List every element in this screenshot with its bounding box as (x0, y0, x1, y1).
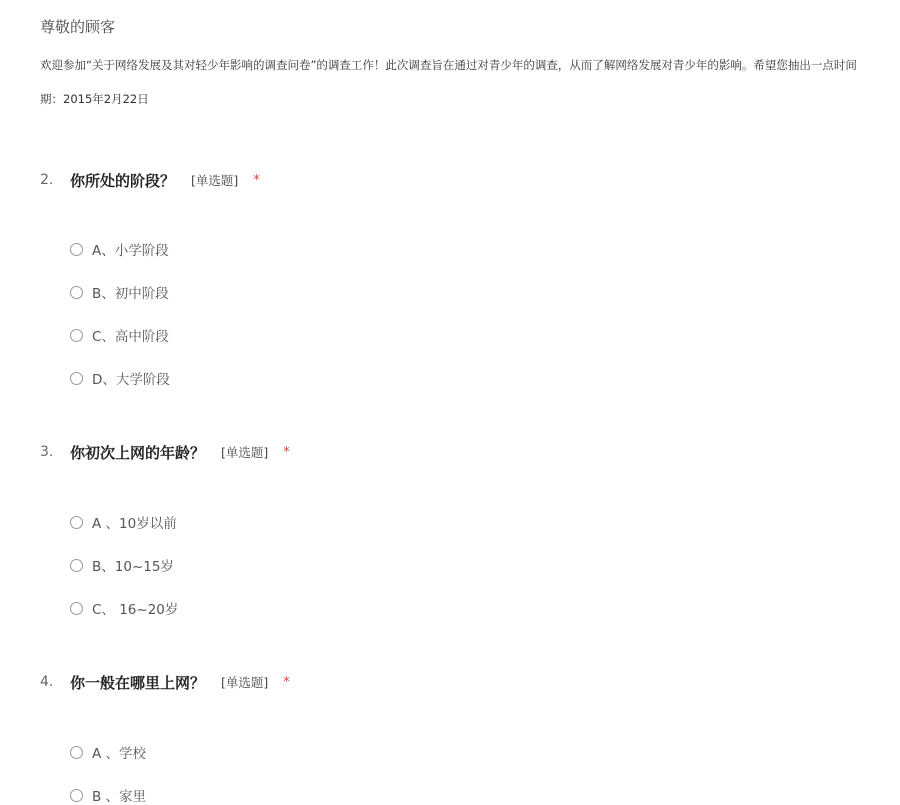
question-2-header (40, 169, 260, 191)
question-3-header (40, 441, 290, 463)
question-title: 你一般在哪里上网？ (70, 673, 206, 692)
option-label[interactable]: A、小学阶段 (92, 243, 169, 259)
question-type-label: [单选题] (191, 173, 239, 188)
question-2-option-d[interactable] (70, 369, 170, 387)
option-label[interactable]: D、大学阶段 (92, 372, 170, 388)
option-label[interactable]: C、高中阶段 (92, 329, 169, 345)
question-type-label: [单选题] (221, 445, 269, 460)
radio-circle-icon[interactable] (70, 286, 83, 299)
question-3-option-a[interactable] (70, 513, 177, 531)
question-3-option-b[interactable] (70, 556, 174, 574)
radio-circle-icon[interactable] (70, 329, 83, 342)
question-4-option-a[interactable] (70, 743, 146, 761)
question-title: 你所处的阶段？ (70, 171, 176, 190)
radio-circle-icon[interactable] (70, 516, 83, 529)
option-label[interactable]: A 、10岁以前 (92, 516, 177, 532)
question-2-option-a[interactable] (70, 240, 169, 258)
radio-circle-icon[interactable] (70, 372, 83, 385)
option-label[interactable]: B 、家里 (92, 789, 147, 805)
radio-circle-icon[interactable] (70, 602, 83, 615)
required-marker: * (253, 172, 260, 188)
question-3-option-c[interactable] (70, 599, 178, 617)
survey-intro: 欢迎参加“关于网络发展及其对轻少年影响的调查问卷”的调查工作！此次调查旨在通过对青少年的调查，从而了解网络发展对青少年的影响。希望您抽出一点时间 (40, 58, 857, 72)
survey-greeting: 尊敬的顾客 (40, 18, 116, 36)
option-label[interactable]: A 、学校 (92, 746, 147, 762)
survey-intro-continued: 期：2015年2月22日 (40, 92, 149, 106)
question-2-option-c[interactable] (70, 326, 169, 344)
option-label[interactable]: B、初中阶段 (92, 286, 169, 302)
required-marker: * (283, 674, 290, 690)
question-number: 2. (40, 172, 54, 188)
radio-circle-icon[interactable] (70, 559, 83, 572)
question-title: 你初次上网的年龄？ (70, 443, 206, 462)
required-marker: * (283, 444, 290, 460)
radio-circle-icon[interactable] (70, 746, 83, 759)
question-number: 4. (40, 674, 54, 690)
question-number: 3. (40, 444, 54, 460)
question-4-header (40, 671, 290, 693)
question-2-option-b[interactable] (70, 283, 169, 301)
question-4-option-b[interactable] (70, 786, 146, 804)
option-label[interactable]: C、 16~20岁 (92, 602, 179, 618)
radio-circle-icon[interactable] (70, 243, 83, 256)
option-label[interactable]: B、10~15岁 (92, 559, 174, 575)
question-type-label: [单选题] (221, 675, 269, 690)
